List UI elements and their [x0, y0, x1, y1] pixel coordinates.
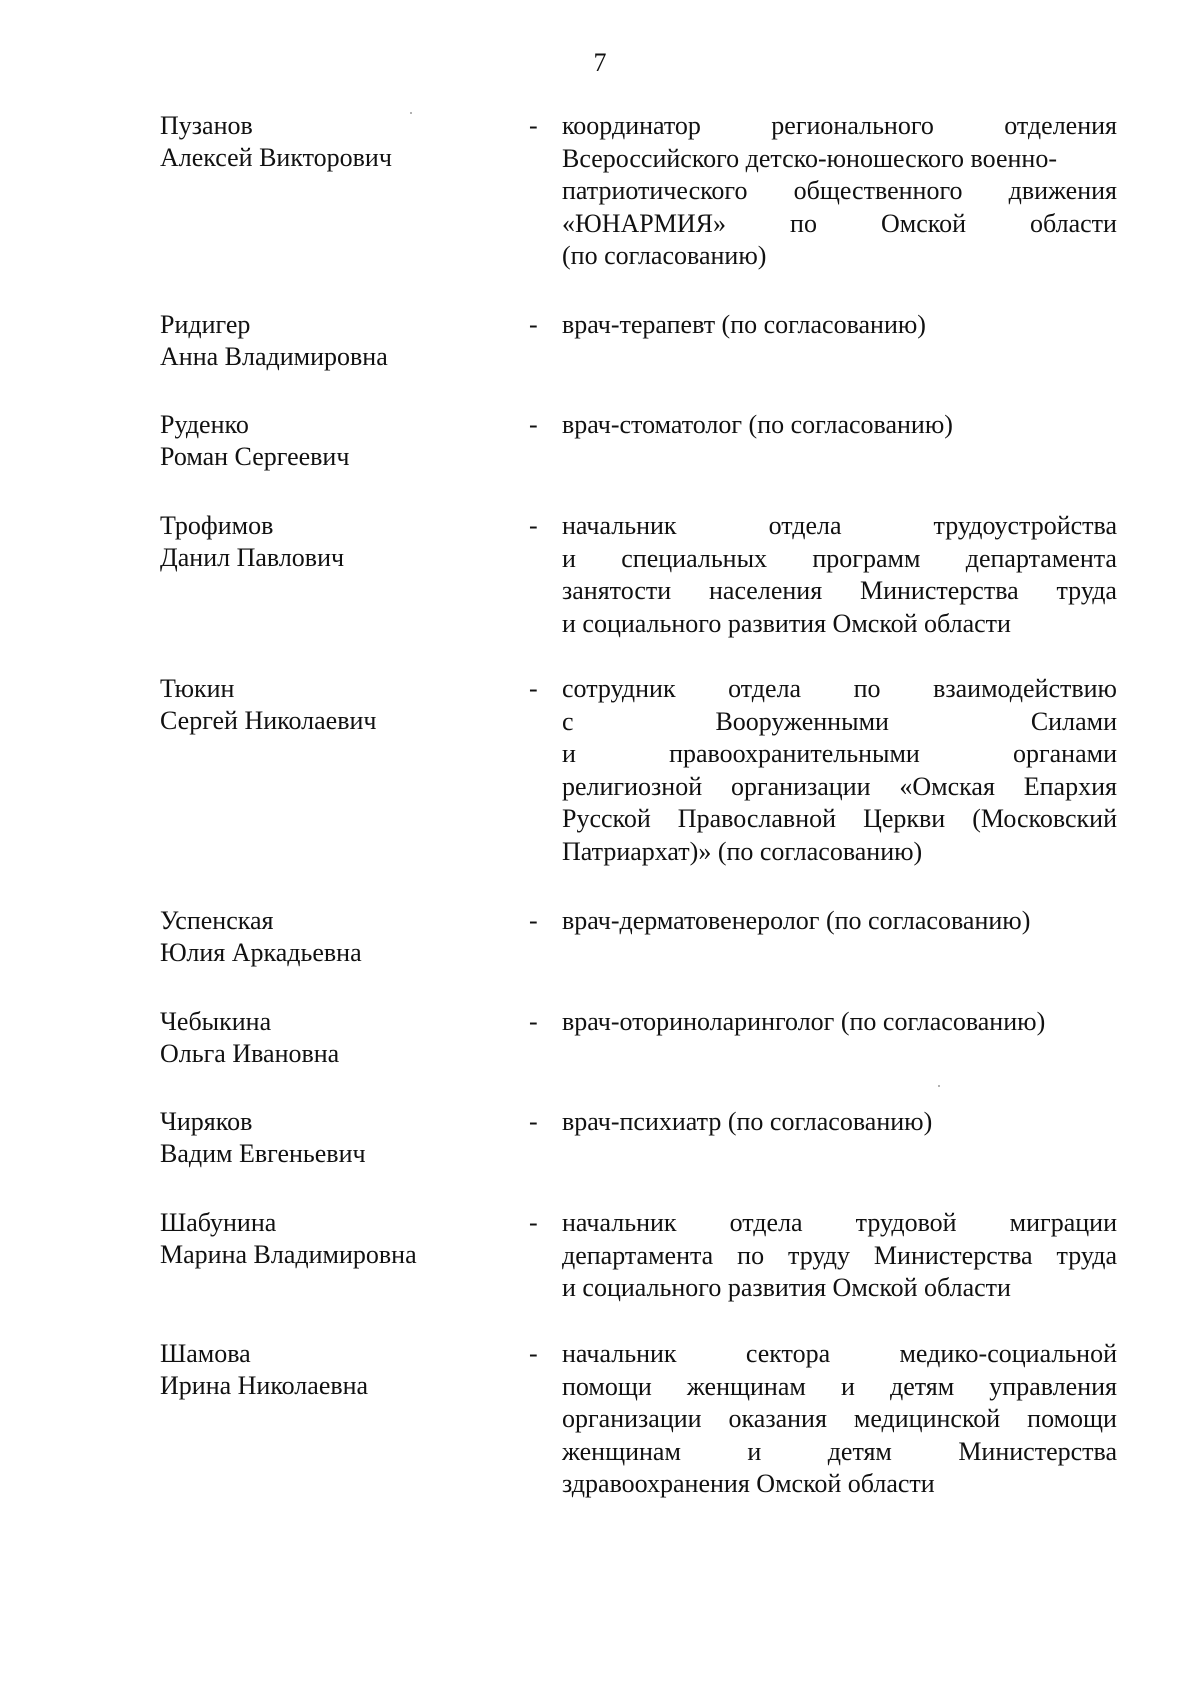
role-line: [562, 409, 1117, 442]
role-word: департамента: [562, 1240, 714, 1270]
member-surname: Руденко: [160, 410, 249, 439]
role-word: Православной: [677, 804, 837, 833]
role-word: помощи: [1027, 1404, 1117, 1433]
role-word: миграции: [1009, 1208, 1117, 1237]
role-word: отдела: [729, 1208, 803, 1237]
role-word: по: [737, 1240, 765, 1270]
role-word: отдела: [728, 674, 802, 703]
role-word: помощи: [562, 1371, 652, 1401]
page-number: 7: [593, 48, 607, 77]
role-word: органами: [1012, 739, 1117, 768]
role-word: труду: [788, 1240, 850, 1270]
role-word: детям: [889, 1371, 955, 1401]
member-given-names: Ирина Николаевна: [160, 1371, 369, 1400]
member-surname: Ридигер: [160, 310, 251, 339]
member-surname: Тюкин: [160, 674, 235, 703]
member-given-names: Алексей Викторович: [160, 143, 392, 172]
member-given-names: Марина Владимировна: [160, 1240, 417, 1269]
role-word: общественного: [793, 176, 963, 205]
member-role: [562, 409, 1117, 442]
role-line: [562, 543, 1117, 576]
role-line: [562, 1006, 1117, 1039]
member-role: [562, 1338, 1117, 1501]
role-word: и социального развития Омской области: [562, 1273, 1011, 1302]
member-name: [160, 1006, 500, 1070]
role-line: [562, 143, 1117, 176]
role-word: по: [790, 208, 817, 238]
role-word: Министерства: [958, 1436, 1117, 1466]
role-line: [562, 575, 1117, 608]
member-name: [160, 309, 500, 373]
role-word: Русской: [562, 804, 651, 833]
role-word: патриотического: [562, 176, 748, 205]
role-line: [562, 836, 1117, 869]
member-role: [562, 1006, 1117, 1039]
role-word: начальник: [562, 1208, 677, 1237]
role-word: организации: [562, 1404, 702, 1433]
role-word: с: [562, 706, 574, 736]
role-line: [562, 1371, 1117, 1404]
role-word: организации: [730, 771, 871, 801]
role-word: по: [853, 674, 881, 703]
role-word: управления: [989, 1371, 1117, 1401]
role-line: [562, 673, 1117, 706]
member-name: [160, 409, 500, 473]
scan-speck: [410, 112, 412, 114]
role-word: правоохранительными: [669, 739, 920, 768]
role-word: Церкви: [863, 804, 946, 833]
dash-separator: -: [529, 906, 538, 935]
member-role: [562, 673, 1117, 868]
role-word: Силами: [1030, 706, 1117, 736]
role-word: сектора: [745, 1339, 831, 1368]
dash-separator: -: [529, 511, 538, 540]
role-line: [562, 771, 1117, 804]
role-word: отдела: [768, 511, 842, 540]
role-word: населения: [709, 576, 823, 605]
role-word: Министерства: [873, 1240, 1033, 1270]
role-word: врач-психиатр (по согласованию): [562, 1107, 933, 1136]
role-line: [562, 1240, 1117, 1273]
role-word: координатор: [562, 111, 701, 140]
role-word: «ЮНАРМИЯ»: [562, 208, 726, 238]
role-word: сотрудник: [562, 674, 676, 703]
role-word: Вооруженными: [715, 706, 889, 736]
member-role: [562, 110, 1117, 273]
member-role: [562, 510, 1117, 640]
member-name: [160, 673, 500, 737]
role-word: отделения: [1004, 111, 1117, 140]
role-word: трудоустройства: [933, 511, 1117, 540]
member-surname: Пузанов: [160, 111, 253, 140]
dash-separator: -: [529, 1339, 538, 1368]
role-word: труда: [1056, 1240, 1117, 1270]
role-word: и: [562, 739, 576, 768]
role-line: [562, 110, 1117, 143]
member-role: [562, 905, 1117, 938]
role-word: (Московский: [972, 804, 1117, 833]
role-line: [562, 738, 1117, 771]
role-word: и: [562, 543, 576, 573]
role-word: специальных: [621, 543, 768, 573]
role-line: [562, 1106, 1117, 1139]
member-name: [160, 110, 500, 174]
dash-separator: -: [529, 410, 538, 439]
role-word: «Омская: [899, 771, 995, 801]
role-word: трудовой: [855, 1208, 957, 1237]
role-word: детям: [827, 1436, 892, 1466]
member-surname: Успенская: [160, 906, 274, 935]
role-word: медико-социальной: [899, 1339, 1117, 1368]
member-surname: Шабунина: [160, 1208, 277, 1237]
member-given-names: Данил Павлович: [160, 543, 345, 572]
member-surname: Чиряков: [160, 1107, 253, 1136]
role-line: [562, 1207, 1117, 1240]
role-word: Епархия: [1023, 771, 1117, 801]
role-word: врач-стоматолог (по согласованию): [562, 410, 953, 439]
role-word: труда: [1056, 576, 1117, 605]
role-line: [562, 1468, 1117, 1501]
role-word: врач-оториноларинголог (по согласованию): [562, 1007, 1046, 1036]
role-word: Омской: [881, 208, 966, 238]
role-line: [562, 1272, 1117, 1305]
role-word: и: [840, 1371, 855, 1401]
role-word: начальник: [562, 1339, 677, 1368]
role-word: Патриархат)» (по согласованию): [562, 836, 923, 866]
role-word: Министерства: [859, 576, 1019, 605]
role-word: регионального: [771, 111, 934, 140]
role-word: программ: [812, 543, 921, 573]
dash-separator: -: [529, 1208, 538, 1237]
role-word: Всероссийского детско-юношеского военно-: [562, 143, 1057, 173]
member-surname: Шамова: [160, 1339, 251, 1368]
member-role: [562, 309, 1117, 342]
member-surname: Чебыкина: [160, 1007, 272, 1036]
role-line: [562, 1436, 1117, 1469]
role-line: [562, 803, 1117, 836]
role-line: [562, 208, 1117, 241]
role-word: департамента: [965, 543, 1117, 573]
role-word: занятости: [562, 576, 672, 605]
role-word: врач-дерматовенеролог (по согласованию): [562, 906, 1031, 935]
dash-separator: -: [529, 111, 538, 140]
dash-separator: -: [529, 310, 538, 339]
role-word: врач-терапевт (по согласованию): [562, 310, 926, 339]
role-line: [562, 905, 1117, 938]
member-given-names: Ольга Ивановна: [160, 1039, 340, 1068]
member-given-names: Анна Владимировна: [160, 342, 388, 371]
role-word: и социального развития Омской области: [562, 608, 1011, 638]
role-word: (по согласованию): [562, 241, 767, 270]
member-name: [160, 510, 500, 574]
role-word: здравоохранения Омской области: [562, 1469, 935, 1498]
role-line: [562, 510, 1117, 543]
scan-speck: [938, 1085, 940, 1087]
role-line: [562, 309, 1117, 342]
member-role: [562, 1106, 1117, 1139]
role-word: медицинской: [853, 1404, 1001, 1433]
member-given-names: Вадим Евгеньевич: [160, 1139, 366, 1168]
role-word: религиозной: [562, 771, 703, 801]
role-word: женщинам: [562, 1436, 681, 1466]
dash-separator: -: [529, 1007, 538, 1036]
member-name: [160, 1207, 500, 1271]
role-word: начальник: [562, 511, 677, 540]
member-name: [160, 1338, 500, 1402]
member-name: [160, 1106, 500, 1170]
role-word: оказания: [728, 1404, 827, 1433]
member-given-names: Роман Сергеевич: [160, 442, 350, 471]
member-name: [160, 905, 500, 969]
role-word: и: [747, 1436, 762, 1466]
dash-separator: -: [529, 1107, 538, 1136]
role-line: [562, 706, 1117, 739]
member-surname: Трофимов: [160, 511, 274, 540]
member-given-names: Сергей Николаевич: [160, 706, 377, 735]
role-word: взаимодействию: [933, 674, 1117, 703]
role-word: движения: [1008, 176, 1117, 205]
role-line: [562, 1403, 1117, 1436]
member-role: [562, 1207, 1117, 1305]
role-line: [562, 608, 1117, 641]
role-word: области: [1030, 208, 1117, 238]
dash-separator: -: [529, 674, 538, 703]
role-word: женщинам: [686, 1371, 806, 1401]
member-given-names: Юлия Аркадьевна: [160, 938, 362, 967]
role-line: [562, 240, 1117, 273]
role-line: [562, 175, 1117, 208]
role-line: [562, 1338, 1117, 1371]
